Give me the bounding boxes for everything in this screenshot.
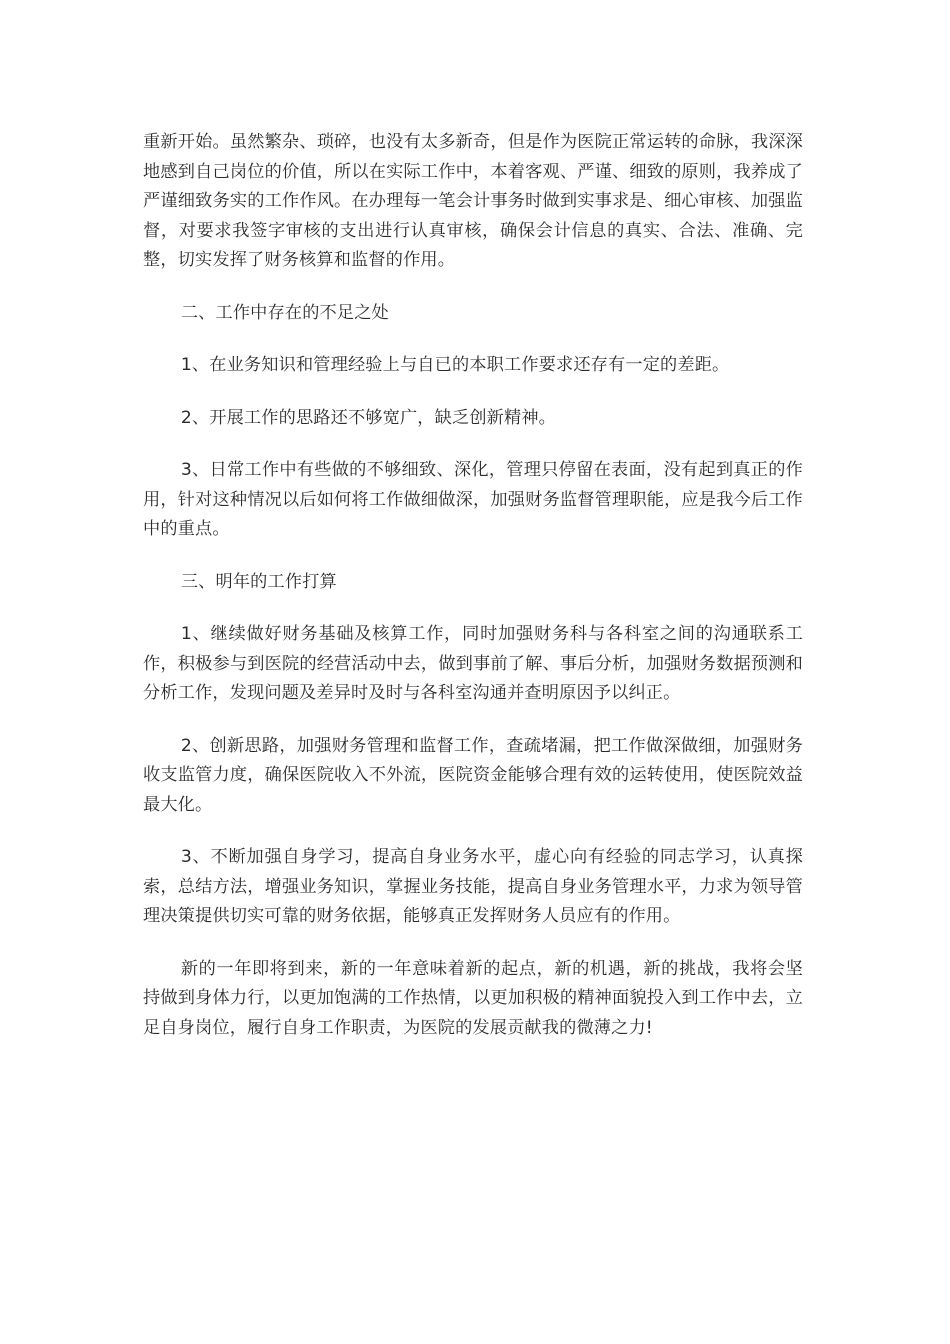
shortcoming-item-3: 3、日常工作中有些做的不够细致、深化，管理只停留在表面，没有起到真正的作用，针对这种情况以后如何将工作做细做深，加强财务监督管理职能，应是我今后工作中的重点。 <box>143 460 803 539</box>
section-heading-next-year-plan: 三、明年的工作打算 <box>180 571 337 592</box>
plan-item-1: 1、继续做好财务基础及核算工作，同时加强财务科与各科室之间的沟通联系工作，积极参与到医院的经营活动中去，做到事前了解、事后分析，加强财务数据预测和分析工作，发现问题及差异时及时与各科室沟通并查明原因予以纠正。 <box>143 624 803 703</box>
shortcoming-item-2: 2、开展工作的思路还不够宽广，缺乏创新精神。 <box>180 407 557 428</box>
plan-item-2: 2、创新思路，加强财务管理和监督工作，查疏堵漏，把工作做深做细，加强财务收支监管力度，确保医院收入不外流，医院资金能够合理有效的运转使用，使医院效益最大化。 <box>143 735 803 815</box>
paragraph-continuation: 重新开始。虽然繁杂、琐碎，也没有太多新奇，但是作为医院正常运转的命脉，我深深地感到自己岗位的价值，所以在实际工作中，本着客观、严谨、细致的原则，我养成了严谨细致务实的工作作风。在办理每一笔会计事务时做到实事求是、细心审核、加强监督，对要求我签字审核的支出进行认真审核，确保会计信息的真实、合法、准确、完整，切实发挥了财务核算和监督的作用。 <box>143 132 803 270</box>
closing-paragraph: 新的一年即将到来，新的一年意味着新的起点，新的机遇，新的挑战，我将会坚持做到身体力行，以更加饱满的工作热情，以更加积极的精神面貌投入到工作中去，立足自身岗位，履行自身工作职责，为医院的发展贡献我的微薄之力! <box>143 958 803 1038</box>
plan-item-3: 3、不断加强自身学习，提高自身业务水平，虚心向有经验的同志学习，认真探索，总结方法，增强业务知识，掌握业务技能，提高自身业务管理水平，力求为领导管理决策提供切实可靠的财务依据，能够真正发挥财务人员应有的作用。 <box>143 847 803 926</box>
document-page <box>143 128 803 1066</box>
shortcoming-item-1: 1、在业务知识和管理经验上与自已的本职工作要求还存有一定的差距。 <box>180 355 730 375</box>
section-heading-shortcomings: 二、工作中存在的不足之处 <box>180 302 389 323</box>
